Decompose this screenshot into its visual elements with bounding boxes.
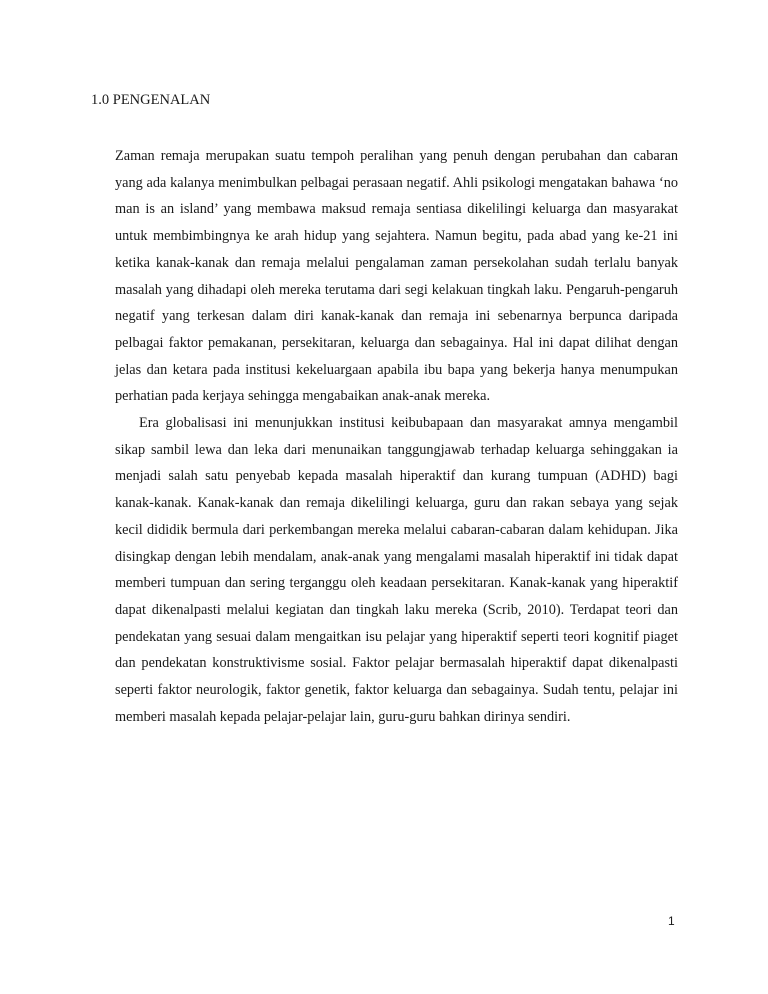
paragraph-2: Era globalisasi ini menunjukkan institusi keibubapaan dan masyarakat amnya mengambil sikap sambil lewa dan leka dari menunaikan tanggungjawab terhadap keluarga sehinggakan ia menjadi salah satu penyebab kepada masalah hiperaktif dan kurang tumpuan (ADHD) bagi kanak-kanak. Kanak-kanak dan remaja dikelilingi keluarga, guru dan rakan sebaya yang sejak kecil dididik bermula dari perkembangan mereka melalui cabaran-cabaran dalam kehidupan. Jika disingkap dengan lebih mendalam, anak-anak yang mengalami masalah hiperaktif ini tidak dapat memberi tumpuan dan sering terganggu oleh keadaan persekitaran. Kanak-kanak yang hiperaktif dapat dikenalpasti melalui kegiatan dan tingkah laku mereka (Scrib, 2010). Terdapat teori dan pendekatan yang sesuai dalam mengaitkan isu pelajar yang hiperaktif seperti teori kognitif piaget dan pendekatan konstruktivisme sosial. Faktor pelajar bermasalah hiperaktif dapat dikenalpasti seperti faktor neurologik, faktor genetik, faktor keluarga dan sebagainya. Sudah tentu, pelajar ini memberi masalah kepada pelajar-pelajar lain, guru-guru bahkan dirinya sendiri.	[115, 415, 678, 725]
page-number: 1	[668, 914, 675, 928]
section-heading: 1.0 PENGENALAN	[91, 92, 211, 108]
paragraph-1: Zaman remaja merupakan suatu tempoh peralihan yang penuh dengan perubahan dan cabaran yang ada kalanya menimbulkan pelbagai perasaan negatif. Ahli psikologi mengatakan bahawa ‘no man is an island’ yang membawa maksud remaja sentiasa dikelilingi keluarga dan masyarakat untuk membimbingnya ke arah hidup yang sejahtera. Namun begitu, pada abad yang ke-21 ini ketika kanak-kanak dan remaja melalui pengalaman zaman persekolahan sudah terlalu banyak masalah yang dihadapi oleh mereka terutama dari segi kelakuan tingkah laku. Pengaruh-pengaruh negatif yang terkesan dalam diri kanak-kanak dan remaja ini sebenarnya berpunca daripada pelbagai faktor pemakanan, persekitaran, keluarga dan sebagainya. Hal ini dapat dilihat dengan jelas dan ketara pada institusi kekeluargaan apabila ibu bapa yang bekerja hanya menumpukan perhatian pada kerjaya sehingga mengabaikan anak-anak mereka.	[115, 148, 678, 405]
body-text	[115, 143, 678, 730]
